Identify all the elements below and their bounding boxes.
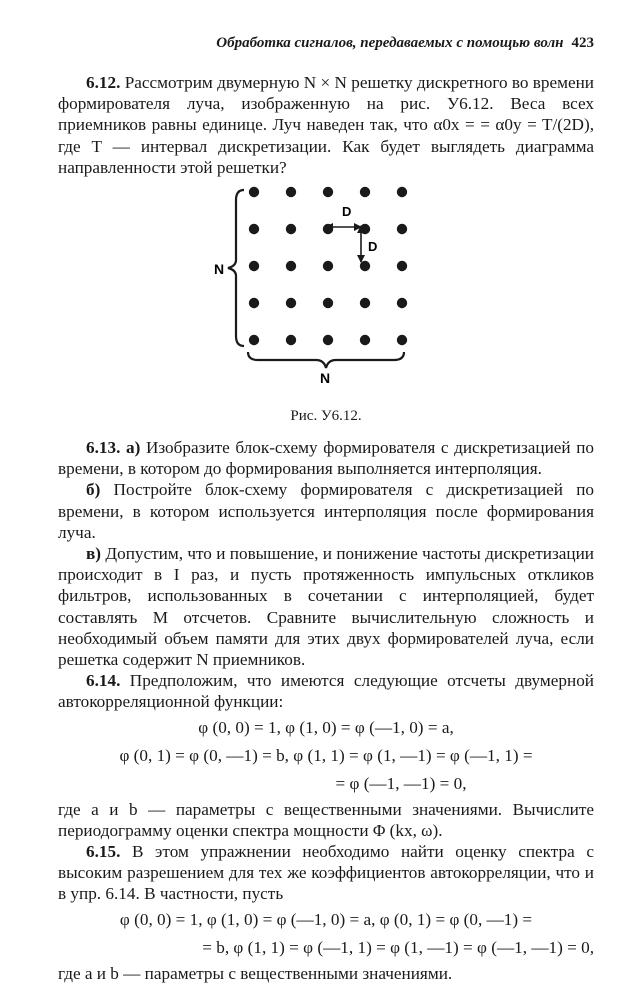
receiver-dot [397,224,407,234]
receiver-dot [397,335,407,345]
running-title: Обработка сигналов, передаваемых с помощью волн [216,35,564,51]
exercise-6-13a [58,437,594,479]
exercise-6-13c [58,543,594,670]
exercise-6-12 [58,72,594,178]
label-d-vertical: D [368,239,378,255]
receiver-dot [360,298,370,308]
exercise-6-14-after: где a и b — параметры с вещественными значениями. Вычислите периодограмму оценки спектра мощности Φ (kx, ω). [58,799,594,840]
receiver-dot [323,261,333,271]
figure-caption: Рис. У6.12. [290,408,362,425]
exercise-6-14 [58,670,594,712]
receiver-dot [397,298,407,308]
exercise-6-15-after: где a и b — параметры с вещественными значениями. [58,963,453,983]
receiver-dot [360,187,370,197]
receiver-dot [249,187,259,197]
label-n-left: N [214,261,225,278]
exercise-text: Предположим, что имеются следующие отсчеты двумерной автокорреляционной функции: [58,671,594,712]
item-text: Постройте блок-схему формирователя с дискретизацией по времени, в котором используется интерполяция после формирования луча. [58,480,594,542]
bottom-brace [248,352,404,368]
equation-6-15-line-2: = b, φ (1, 1) = φ (—1, 1) = φ (1, —1) = φ (—1, —1) = 0, [202,937,594,957]
receiver-dot [286,298,296,308]
receiver-dot [397,187,407,197]
receiver-dot [323,298,333,308]
label-n-bottom: N [320,370,331,387]
equation-6-14-line-3: = φ (—1, —1) = 0, [335,773,467,793]
receiver-dot [249,335,259,345]
exercise-number: 6.14. [86,671,121,691]
item-label: а) [126,438,141,458]
exercise-number: 6.12. [86,73,121,92]
receiver-dot [249,298,259,308]
receiver-dot [286,261,296,271]
equation-6-15-line-1: φ (0, 0) = 1, φ (1, 0) = φ (—1, 0) = a, φ (0, 1) = φ (0, —1) = [119,909,533,929]
exercise-number: 6.15. [86,842,121,862]
figure-u6-12 [58,184,594,412]
receiver-dot [286,224,296,234]
exercise-6-13b [58,479,594,543]
exercise-text: В этом упражнении необходимо найти оценку спектра с высоким разрешением для тех же коэффициентов автокорреляции, что и в упр. 6.14. В частности, пусть [58,842,594,904]
receiver-dot [397,261,407,271]
equation-6-14-line-2: φ (0, 1) = φ (0, —1) = b, φ (1, 1) = φ (1, —1) = φ (—1, 1) = [119,745,533,765]
page-number: 423 [571,35,594,51]
receiver-dot [360,335,370,345]
receiver-dot [323,335,333,345]
item-label: в) [86,544,102,564]
left-brace [228,190,244,346]
item-text: Изобразите блок-схему формирователя с дискретизацией по времени, в котором до формирования выполняется интерполяция. [58,438,595,479]
item-text: Допустим, что и повышение, и понижение частоты дискретизации происходит в I раз, и пусть протяженность импульсных откликов фильтров, использованных в сочетании с интерполяцией, будет составлять M отсчетов. Сравните вычислительную сложность и необходимый объем памяти для этих двух формирователей луча, если решетка содержит N приемников. [58,544,594,670]
receiver-dot [323,224,333,234]
page-header [58,32,594,54]
receiver-dot [360,261,370,271]
exercise-text: Рассмотрим двумерную N × N решетку дискретного во времени формирователя луча, изображенную на рис. У6.12. Веса всех приемников равны единице. Луч наведен так, что α0x = = α0y = T/(2D), где T — интервал дискретизации. Как будет выглядеть диаграмма направленности этой решетки? [58,73,595,177]
exercise-number: 6.13. [86,438,121,458]
equation-6-14-line-1: φ (0, 0) = 1, φ (1, 0) = φ (—1, 0) = a, [198,717,454,737]
receiver-dot [286,187,296,197]
receiver-grid [249,187,407,345]
page [58,32,594,984]
item-label: б) [86,480,101,500]
receiver-dot [323,187,333,197]
grid-diagram [58,184,594,412]
receiver-dot [249,261,259,271]
receiver-dot [249,224,259,234]
label-d-horizontal: D [342,204,352,220]
exercise-6-15 [58,841,594,905]
receiver-dot [286,335,296,345]
